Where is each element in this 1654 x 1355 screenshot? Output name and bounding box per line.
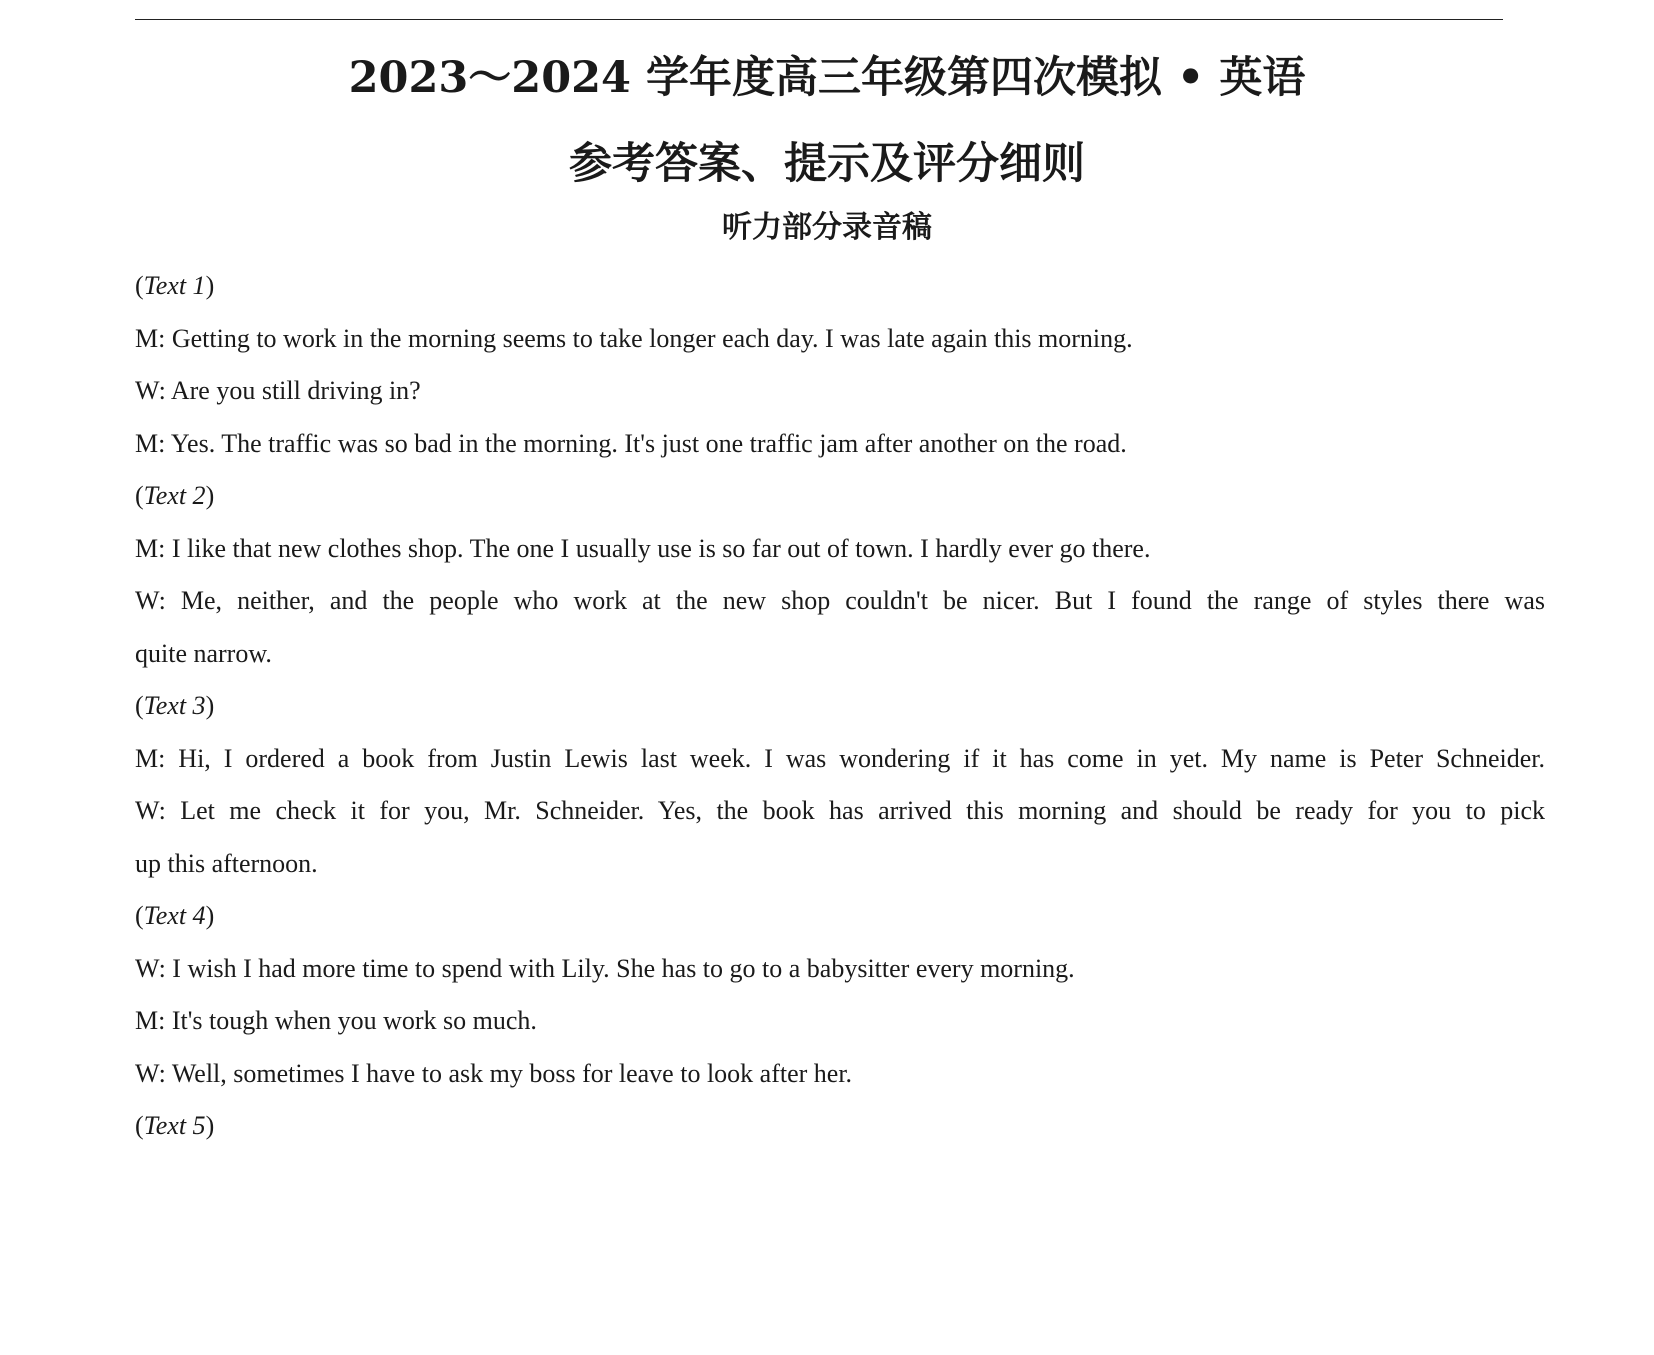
text-3-heading: (Text 3) xyxy=(135,691,215,720)
dialogue-line: W: Are you still driving in? xyxy=(135,376,421,405)
dialogue-line-continued: quite narrow. xyxy=(135,638,272,668)
text-label: Text 3 xyxy=(143,691,206,720)
text-label: Text 5 xyxy=(143,1111,206,1140)
dialogue-line: M: I like that new clothes shop. The one I usually use is so far out of town. I hardly ever go there. xyxy=(135,533,1151,563)
dialogue-line: M: Hi, I ordered a book from Justin Lewis last week. I was wondering if it has come in yet. My name is Peter Schneider. xyxy=(135,743,1545,773)
transcript-body xyxy=(135,260,1545,1153)
text-2-heading: (Text 2) xyxy=(135,481,215,510)
dialogue-line: M: Getting to work in the morning seems to take longer each day. I was late again this morning. xyxy=(135,323,1133,353)
text-4-heading: (Text 4) xyxy=(135,901,215,930)
dialogue-line: W: I wish I had more time to spend with Lily. She has to go to a babysitter every morning. xyxy=(135,953,1075,983)
text-5-heading: (Text 5) xyxy=(135,1111,215,1140)
dialogue-line: M: Yes. The traffic was so bad in the morning. It's just one traffic jam after another on the road. xyxy=(135,428,1127,458)
text-label: Text 1 xyxy=(143,271,206,300)
dialogue-line: M: It's tough when you work so much. xyxy=(135,1006,537,1035)
dialogue-line: W: Well, sometimes I have to ask my boss for leave to look after her. xyxy=(135,1058,853,1088)
exam-title: 2023～2024 学年度高三年级第四次模拟 • 英语 xyxy=(348,53,1306,103)
dialogue-line: W: Let me check it for you, Mr. Schneider. Yes, the book has arrived this morning and should be ready for you to pick xyxy=(135,796,1545,825)
section-title: 听力部分录音稿 xyxy=(722,210,932,245)
dialogue-line-continued: up this afternoon. xyxy=(135,848,318,878)
answer-key-title: 参考答案、提示及评分细则 xyxy=(569,139,1085,189)
text-label: Text 4 xyxy=(143,901,206,930)
text-label: Text 2 xyxy=(143,481,206,510)
text-1-heading: (Text 1) xyxy=(135,271,215,300)
header-rule xyxy=(135,19,1503,20)
dialogue-line: W: Me, neither, and the people who work at the new shop couldn't be nicer. But I found the range of styles there was xyxy=(135,586,1545,615)
